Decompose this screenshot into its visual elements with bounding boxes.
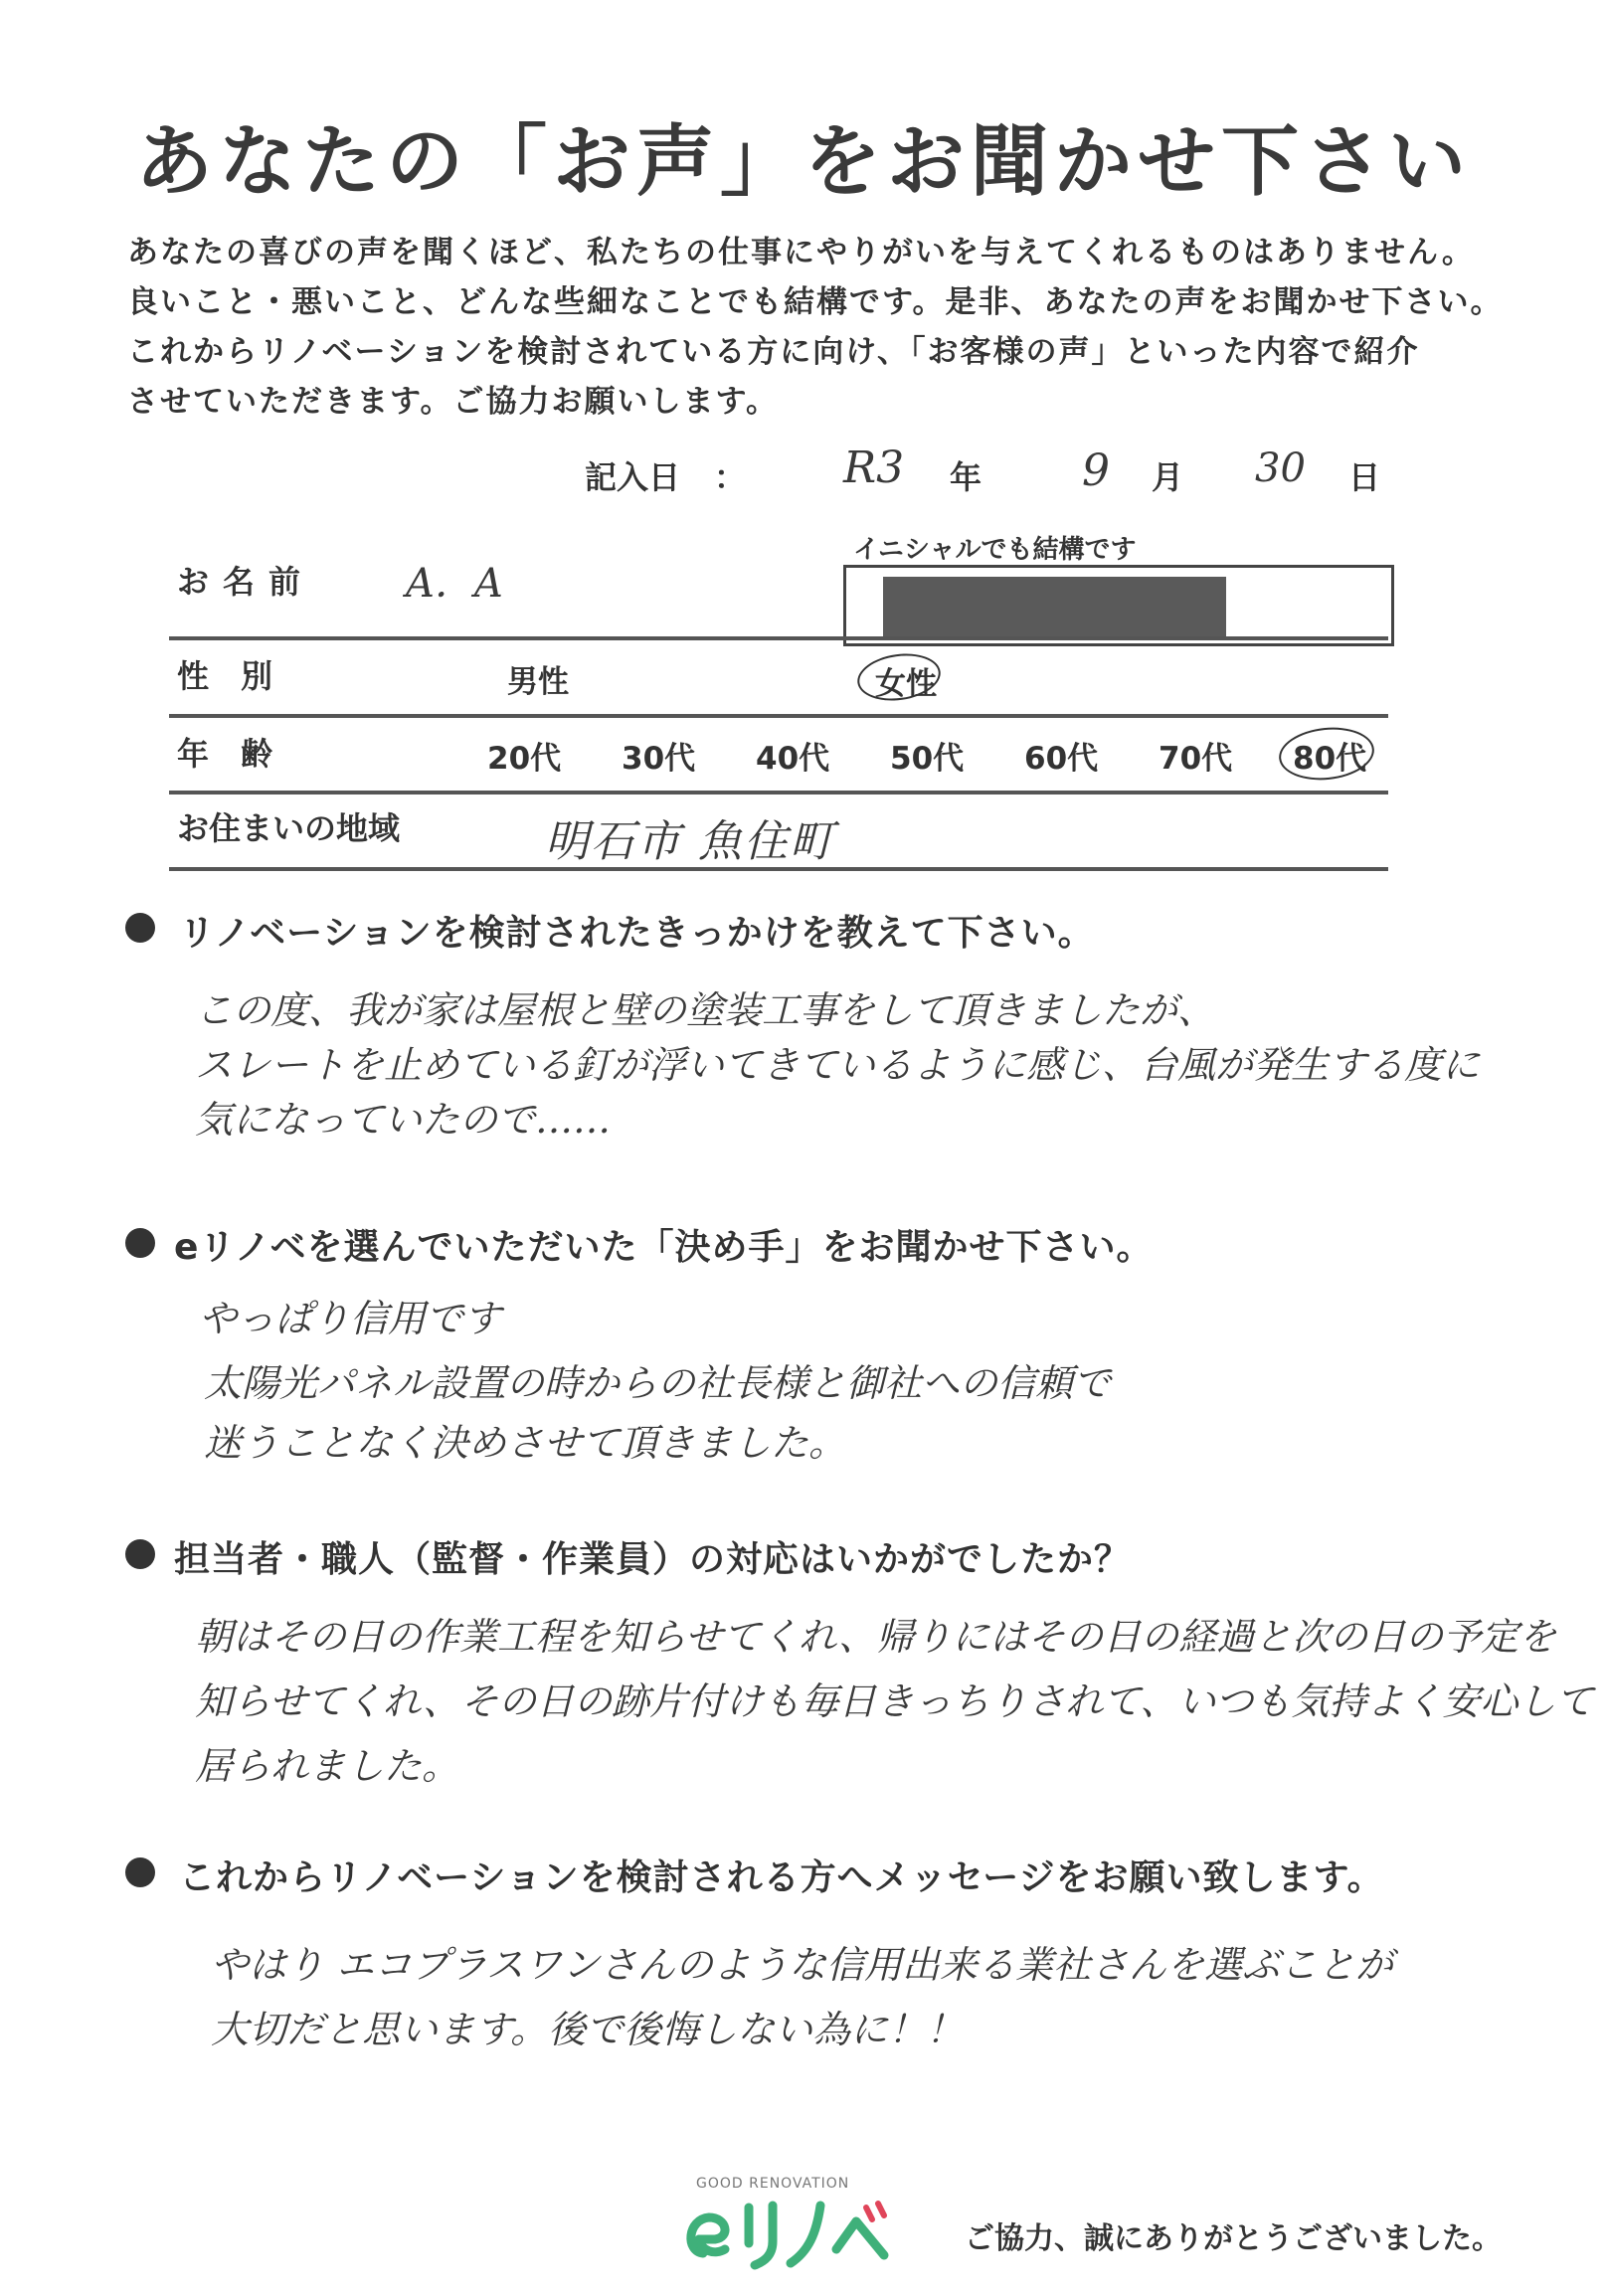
intro-line-2: 良いこと・悪いこと、どんな些細なことでも結構です。是非、あなたの声をお聞かせ下さい。 (127, 284, 1504, 320)
logo (681, 2194, 900, 2273)
date-label: 記入日 (585, 458, 681, 496)
gender-option-male[interactable]: 男性 (507, 664, 569, 700)
divider-name (169, 636, 1388, 640)
age-option-70[interactable]: 70代 (1159, 741, 1233, 777)
age-option-20[interactable]: 20代 (487, 741, 562, 777)
answer-4-line-2: 大切だと思います。後で後悔しない為に！！ (211, 2008, 964, 2051)
question-3: 担当者・職人（監督・作業員）の対応はいかがでしたか？ (174, 1539, 1132, 1580)
intro-line-3: これからリノベーションを検討されている方に向け、「お客様の声」といった内容で紹介 (127, 334, 1420, 370)
initial-note: イニシャルでも結構です (853, 535, 1137, 565)
thanks-text: ご協力、誠にありがとうございました。 (965, 2221, 1502, 2256)
redaction-block (883, 577, 1226, 636)
question-4: これからリノベーションを検討される方へメッセージをお願い致します。 (179, 1857, 1384, 1898)
date-colon: ： (714, 458, 747, 496)
month-label: 月 (1152, 458, 1184, 496)
logo-tagline: GOOD RENOVATION (696, 2176, 850, 2192)
answer-1-line-2: スレートを止めている釘が浮いてきているように感じ、台風が発生する度に (195, 1043, 1481, 1087)
date-era-year: R3 (843, 442, 905, 493)
gender-label: 性 別 (177, 657, 273, 695)
question-1: リノベーションを検討されたきっかけを教えて下さい。 (179, 913, 1095, 954)
bullet-icon (125, 913, 155, 943)
name-value: A．A (406, 561, 503, 607)
intro-line-4: させていただきます。ご協力お願いします。 (127, 384, 780, 420)
eRenove-logo-icon (681, 2194, 900, 2273)
answer-1-line-3: 気になっていたので…… (195, 1098, 612, 1142)
age-label: 年 齢 (177, 735, 273, 773)
divider-age (169, 791, 1388, 795)
answer-2-line-2: 太陽光パネル設置の時からの社長様と御社への信頼で (204, 1361, 1112, 1405)
answer-1-line-1: この度、我が家は屋根と壁の塗装工事をして頂きましたが、 (195, 988, 1216, 1032)
age-option-80[interactable]: 80代 (1293, 741, 1367, 777)
question-2: eリノベを選んでいただいた「決め手」をお聞かせ下さい。 (174, 1227, 1154, 1268)
page-title: あなたの「お声」をお聞かせ下さい (134, 117, 1472, 207)
gender-option-female[interactable]: 女性 (875, 666, 937, 702)
age-option-30[interactable]: 30代 (622, 741, 696, 777)
answer-3-line-1: 朝はその日の作業工程を知らせてくれ、帰りにはその日の経過と次の日の予定を (195, 1615, 1557, 1659)
bullet-icon (125, 1539, 155, 1569)
bullet-icon (125, 1228, 155, 1258)
date-day: 30 (1255, 445, 1306, 491)
bullet-icon (125, 1857, 155, 1887)
answer-2-line-1: やっぱり信用です (199, 1297, 502, 1340)
age-option-50[interactable]: 50代 (890, 741, 965, 777)
area-label: お住まいの地域 (177, 809, 401, 847)
answer-3-line-3: 居られました。 (195, 1744, 460, 1788)
divider-gender (169, 714, 1388, 718)
name-label: お名前 (177, 563, 315, 601)
date-month: 9 (1082, 445, 1110, 496)
age-option-40[interactable]: 40代 (756, 741, 830, 777)
answer-2-line-3: 迷うことなく決めさせて頂きました。 (204, 1421, 847, 1465)
year-label: 年 (950, 458, 982, 496)
age-option-60[interactable]: 60代 (1024, 741, 1099, 777)
answer-3-line-2: 知らせてくれ、その日の跡片付けも毎日きっちりされて、いつも気持よく安心して (195, 1679, 1594, 1723)
day-label: 日 (1348, 458, 1381, 496)
intro-line-1: あなたの喜びの声を聞くほど、私たちの仕事にやりがいを与えてくれるものはありません。 (127, 235, 1475, 270)
area-value: 明石市 魚住町 (545, 816, 835, 867)
divider-area (169, 867, 1388, 871)
answer-4-line-1: やはり エコプラスワンさんのような信用出来る業社さんを選ぶことが (211, 1943, 1393, 1987)
